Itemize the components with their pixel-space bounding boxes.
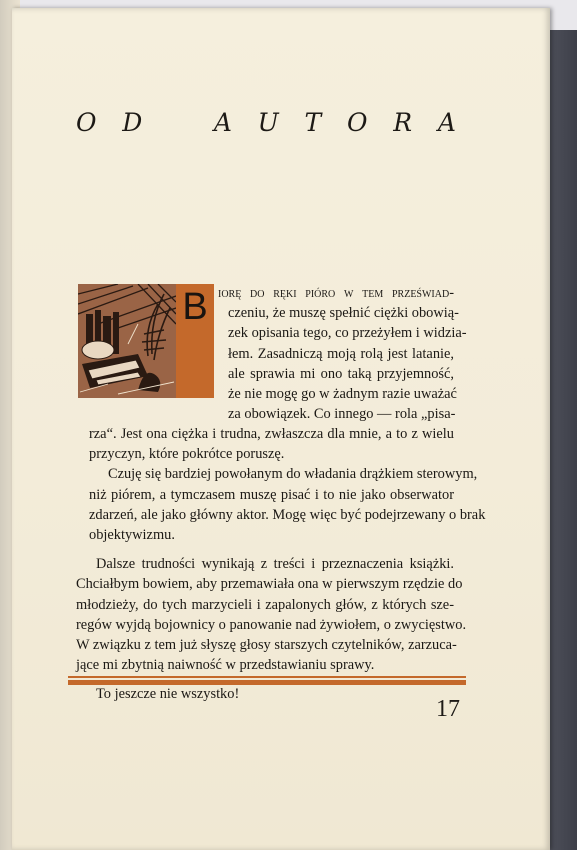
chapter-heading bbox=[76, 108, 456, 137]
rule-thick bbox=[68, 680, 466, 685]
text-line: zek opisania tego, co przeżyłem i widzia- bbox=[228, 325, 467, 342]
page-number: 17 bbox=[436, 696, 460, 722]
heading-letter: O bbox=[76, 108, 97, 137]
heading-letter: O bbox=[346, 108, 368, 137]
heading-letter: A bbox=[213, 108, 232, 137]
text-line: iorę do ręki pióro w tem przeświad- bbox=[218, 285, 454, 301]
text-line: przyczyn, które pokrótce poruszę. bbox=[89, 446, 285, 463]
heading-letter: U bbox=[257, 108, 279, 137]
text-line: zdarzeń, ale jako główny aktor. Mogę więc być podejrzewany o brak bbox=[89, 506, 486, 523]
heading-letter: A bbox=[437, 108, 456, 137]
text-line: Dalsze trudności wynikają z treści i przeznaczenia książki. bbox=[96, 556, 454, 573]
text-line: Chciałbym bowiem, aby przemawiała ona w pierwszym rzędzie do bbox=[76, 576, 463, 593]
text-line: Czuję się bardziej powołanym do władania drążkiem sterowym, bbox=[108, 466, 478, 483]
heading-letter: D bbox=[122, 108, 143, 137]
text-line: ale sprawia mi ono taką przyjemność, bbox=[228, 365, 454, 382]
first-paragraph-wrapped bbox=[218, 283, 467, 424]
woodcut-vignette-icon bbox=[78, 284, 176, 398]
text-line: W związku z tem już słyszę głosy starszych czytelników, zarzuca- bbox=[76, 637, 457, 654]
text-line: objektywizmu. bbox=[89, 527, 175, 544]
text-line: łem. Zasadniczą moją rolą jest latanie, bbox=[228, 345, 454, 362]
drop-cap bbox=[176, 284, 214, 398]
rule-thin bbox=[68, 676, 466, 678]
text-line: młodzieży, do tych marzycieli i zapalonych głów, z których sze- bbox=[76, 596, 454, 613]
text-line: rza“. Jest ona ciężka i trudna, zwłaszcza dla mnie, a to z wielu bbox=[89, 426, 454, 442]
text-line: jące mi zbytnią naiwność w przedstawianiu sprawy. bbox=[76, 657, 375, 674]
heading-letter: T bbox=[304, 108, 322, 137]
text-line: że nie mogę go w żadnym razie uważać bbox=[228, 386, 457, 403]
body-paragraphs bbox=[76, 424, 486, 705]
heading-letter: R bbox=[393, 108, 413, 137]
text-line: za obowiązek. Co innego — rola „pisa- bbox=[228, 406, 456, 423]
drop-cap-letter: B bbox=[182, 286, 208, 328]
text-line: czeniu, że muszę spełnić ciężki obowią- bbox=[228, 305, 459, 322]
text-line: niż piórem, a tymczasem muszę pisać i to nie jako obserwator bbox=[89, 486, 454, 503]
text-line: regów wyjdą bojownicy o panowanie nad żywiołem, o zwycięstwo. bbox=[76, 616, 467, 633]
text-line: To jeszcze nie wszystko! bbox=[96, 686, 240, 703]
